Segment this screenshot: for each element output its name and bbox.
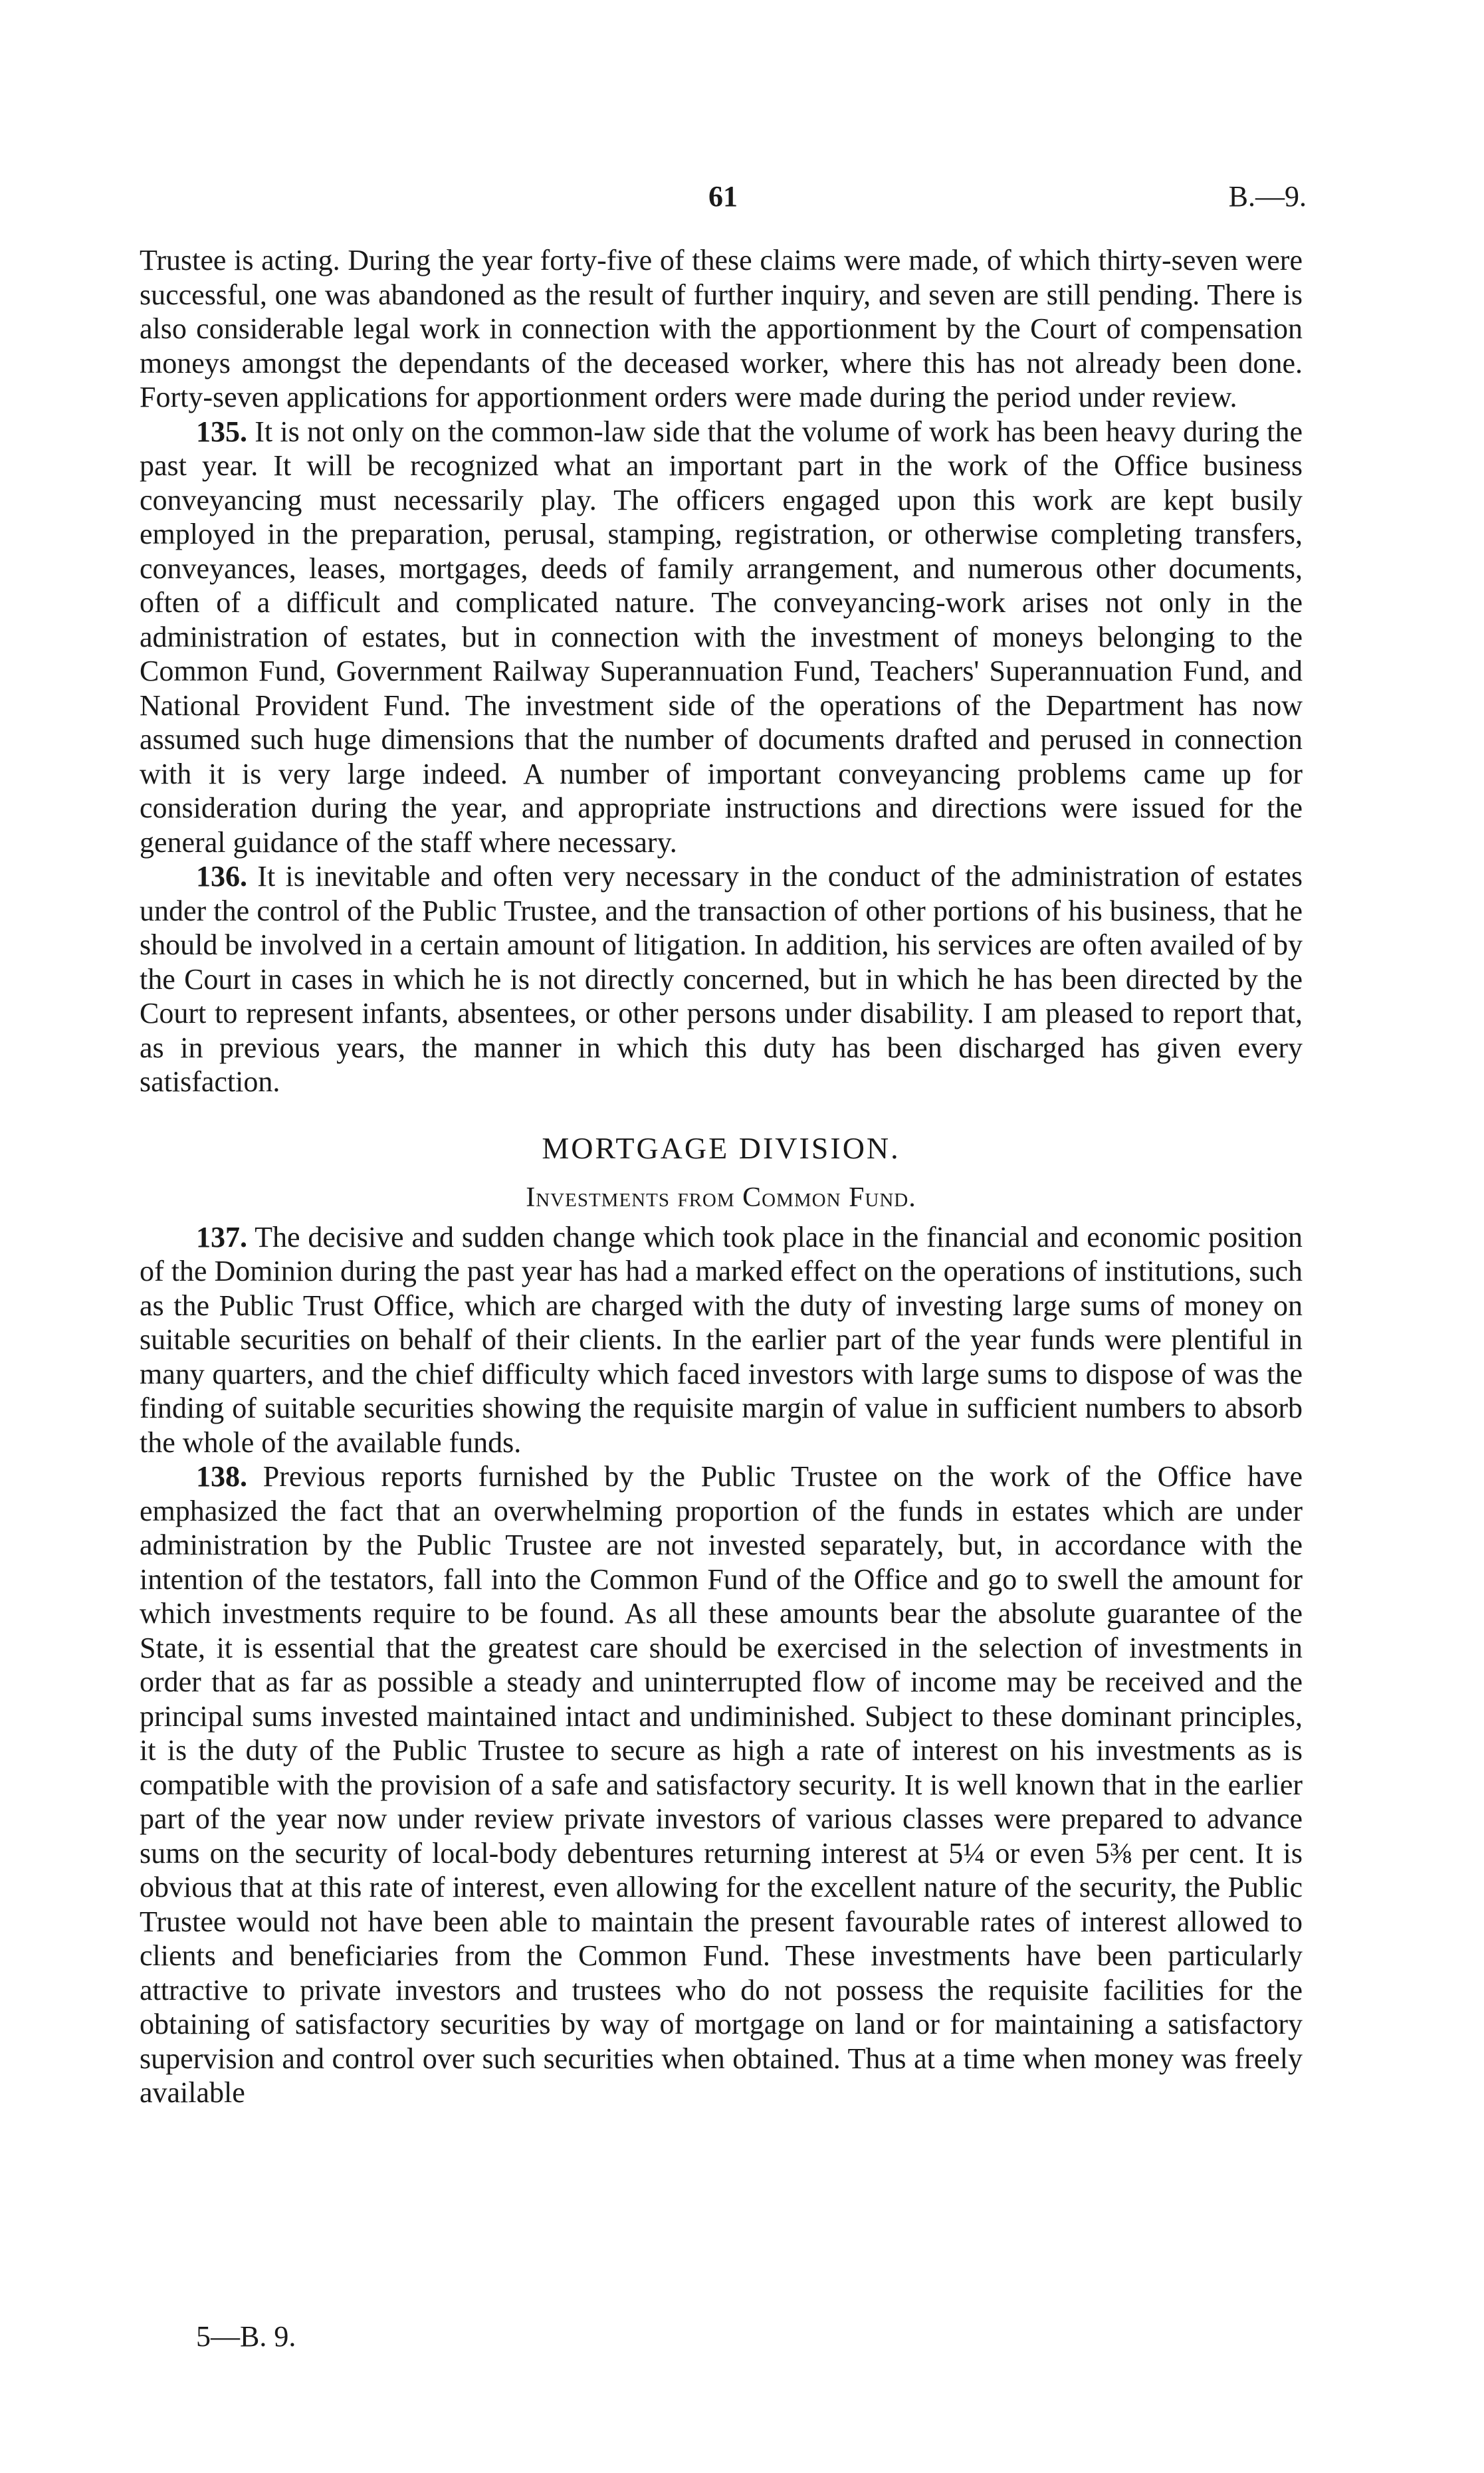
paragraph-number: 136. xyxy=(196,860,247,893)
paragraph-number: 135. xyxy=(196,415,247,448)
paragraph-136 xyxy=(140,859,1303,1099)
paragraph-138 xyxy=(140,1459,1303,2110)
paragraph-text: It is inevitable and often very necessary in the conduct of the administration of estates under the control of the Public Trustee, and the transaction of other portions of his business, that he should be involved in a certain amount of litigation. In addition, his services are often availed of by the Court in cases in which he is not directly concerned, but in which he has been directed by the Court to represent infants, absentees, or other persons under disability. I am pleased to report that, as in previous years, the manner in which this duty has been discharged has given every satisfaction. xyxy=(140,860,1303,1098)
paragraph-text: Previous reports furnished by the Public Trustee on the work of the Office have emphasized the fact that an overwhelming proportion of the funds in estates which are under administration by the Public Trustee are not invested separately, but, in accordance with the intention of the testators, fall into the Common Fund of the Office and go to swell the amount for which investments require to be found. As all these amounts bear the absolute guarantee of the State, it is essential that the greatest care should be exercised in the selection of investments in order that as far as possible a steady and uninterrupted flow of income may be received and the principal sums invested maintained intact and undiminished. Subject to these dominant principles, it is the duty of the Public Trustee to secure as high a rate of interest on his investments as is compatible with the provision of a safe and satisfactory security. It is well known that in the earlier part of the year now under review private investors of various classes were prepared to advance sums on the security of local-body debentures returning interest at 5¼ or even 5⅜ per cent. It is obvious that at this rate of interest, even allowing for the excellent nature of the security, the Public Trustee would not have been able to maintain the present favourable rates of interest allowed to clients and beneficiaries from the Common Fund. These investments have been particularly attractive to private investors and trustees who do not possess the requisite facilities for the obtaining of satisfactory securities by way of mortgage on land or for maintaining a satisfactory supervision and control over such securities when obtained. Thus at a time when money was freely available xyxy=(140,1460,1303,2109)
running-head xyxy=(140,179,1307,219)
paragraph-continued: Trustee is acting. During the year forty-five of these claims were made, of which thirty-seven were successful, one was abandoned as the result of further inquiry, and seven are still pending. There is also considerable legal work in connection with the apportionment by the Court of compensation moneys amongst the dependants of the deceased worker, where this has not already been done. Forty-seven applications for apportionment orders were made during the period under review. xyxy=(140,244,1303,413)
division-heading: MORTGAGE DIVISION. xyxy=(542,1130,901,1165)
document-reference: B.—9. xyxy=(1228,180,1307,213)
signature-mark: 5—B. 9. xyxy=(196,2320,296,2353)
page-number: 61 xyxy=(708,180,738,213)
paragraph-number: 138. xyxy=(196,1460,247,1493)
paragraph-text: It is not only on the common-law side that the volume of work has been heavy during the past year. It will be recognized what an important part in the work of the Office business conveyancing must necessarily play. The officers engaged upon this work are kept busily employed in the preparation, perusal, stamping, registration, or otherwise completing transfers, conveyances, leases, mortgages, deeds of family arrangement, and numerous other documents, often of a difficult and complicated nature. The conveyancing-work arises not only in the administration of estates, but in connection with the investment of moneys belonging to the Common Fund, Government Railway Superannuation Fund, Teachers' Superannuation Fund, and National Provident Fund. The investment side of the operations of the Department has now assumed such huge dimensions that the number of documents drafted and perused in connection with it is very large indeed. A number of important conveyancing problems came up for consideration during the year, and appropriate instructions and directions were issued for the general guidance of the staff where necessary. xyxy=(140,415,1303,859)
paragraph-137 xyxy=(140,1220,1303,1460)
paragraph-text: The decisive and sudden change which took place in the financial and economic position of the Dominion during the past year has had a marked effect on the operations of institutions, such as the Public Trust Office, which are charged with the duty of investing large sums of money on suitable securities on behalf of their clients. In the earlier part of the year funds were plentiful in many quarters, and the chief difficulty which faced investors with large sums to dispose of was the finding of suitable securities showing the requisite margin of value in sufficient numbers to absorb the whole of the available funds. xyxy=(140,1220,1303,1459)
body-text xyxy=(140,243,1303,2110)
paragraph-135 xyxy=(140,415,1303,860)
paragraph-number: 137. xyxy=(196,1220,247,1253)
section-subheading: Investments from Common Fund. xyxy=(526,1182,916,1213)
